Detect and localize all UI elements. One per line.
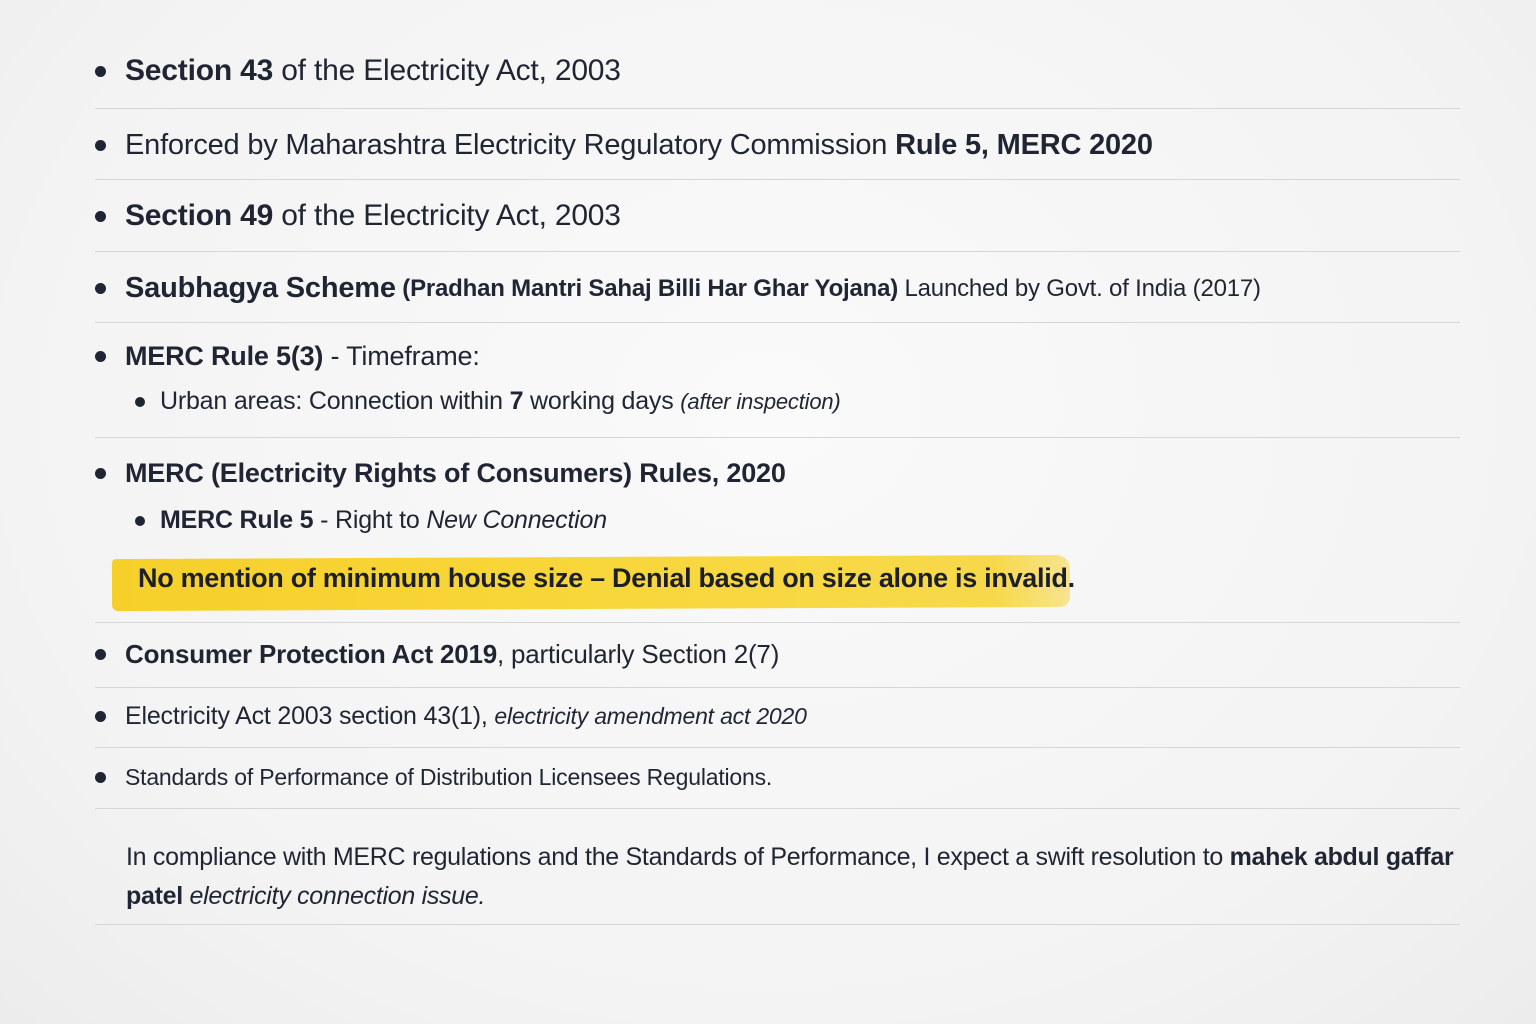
item-text: Enforced by Maharashtra Electricity Regulatory Commission [125, 129, 896, 161]
list-item [95, 702, 807, 731]
item-bold: MERC (Electricity Rights of Consumers) Rules, 2020 [125, 458, 786, 488]
item-text: of the Electricity Act, 2003 [273, 199, 621, 232]
item-bold: Consumer Protection Act 2019 [125, 639, 497, 669]
item-bold: Rule 5, MERC 2020 [895, 129, 1153, 161]
item-bold: Section 49 [125, 199, 274, 232]
list-row-electricity-act-43-1 [95, 688, 1460, 748]
sub-item-text: - Right to [313, 506, 427, 534]
sub-item-italic: New Connection [426, 506, 607, 534]
closing-italic: electricity connection issue. [182, 882, 486, 910]
item-bold: Section 43 [125, 54, 274, 87]
item-bold-small: (Pradhan Mantri Sahaj Billi Har Ghar Yojana) [395, 274, 899, 302]
list-row-saubhagya [95, 252, 1460, 323]
bullet-icon [135, 397, 145, 407]
sub-item-italic: (after inspection) [680, 388, 841, 414]
list-item [95, 272, 1261, 305]
list-row-section-43 [95, 44, 1460, 109]
bullet-icon [95, 468, 106, 479]
highlight-text: No mention of minimum house size – Denial based on size alone is invalid. [138, 563, 1075, 593]
bullet-icon [95, 211, 106, 222]
list-item [95, 458, 786, 489]
sub-item-bold: 7 [509, 387, 524, 415]
sub-item-text-rest: working days [523, 387, 681, 415]
bullet-icon [95, 283, 106, 294]
list-item [95, 341, 480, 372]
item-italic: electricity amendment act 2020 [494, 703, 807, 729]
item-text: Standards of Performance of Distribution Licensees Regulations. [125, 764, 773, 790]
sub-list-item [135, 387, 841, 416]
list-row-standards-of-performance [95, 748, 1460, 809]
sub-list-item [135, 506, 607, 535]
bullet-icon [95, 66, 106, 77]
item-text: of the Electricity Act, 2003 [273, 54, 621, 87]
bullet-icon [95, 140, 106, 151]
bullet-icon [95, 711, 106, 722]
closing-text: In compliance with MERC regulations and the Standards of Performance, I expect a swift resolution to [126, 843, 1230, 871]
sub-item-bold: MERC Rule 5 [160, 506, 314, 534]
bullet-icon [95, 772, 106, 783]
list-item [95, 764, 772, 791]
item-text: - Timeframe: [323, 341, 480, 371]
item-bold: Saubhagya Scheme [125, 272, 396, 304]
list-row-enforced [95, 109, 1460, 180]
list-row-consumer-protection [95, 623, 1460, 688]
closing-paragraph [126, 838, 1456, 916]
item-text: Electricity Act 2003 section 43(1), [125, 702, 495, 730]
list-item [95, 199, 621, 233]
bullet-icon [95, 649, 106, 660]
list-item [95, 639, 779, 670]
item-bold: MERC Rule 5(3) [125, 341, 324, 371]
closing-name: mahek abdul gaffar patel [126, 843, 1454, 910]
bullet-icon [135, 516, 145, 526]
list-item [95, 54, 621, 88]
list-item [95, 129, 1153, 162]
list-row-section-49 [95, 180, 1460, 252]
sub-item-text: Urban areas: Connection within [160, 387, 510, 415]
item-text: , particularly Section 2(7) [496, 639, 780, 669]
item-text: Launched by Govt. of India (2017) [898, 274, 1261, 302]
list-row-merc-rule-5-3 [95, 323, 1460, 438]
bullet-icon [95, 351, 106, 362]
